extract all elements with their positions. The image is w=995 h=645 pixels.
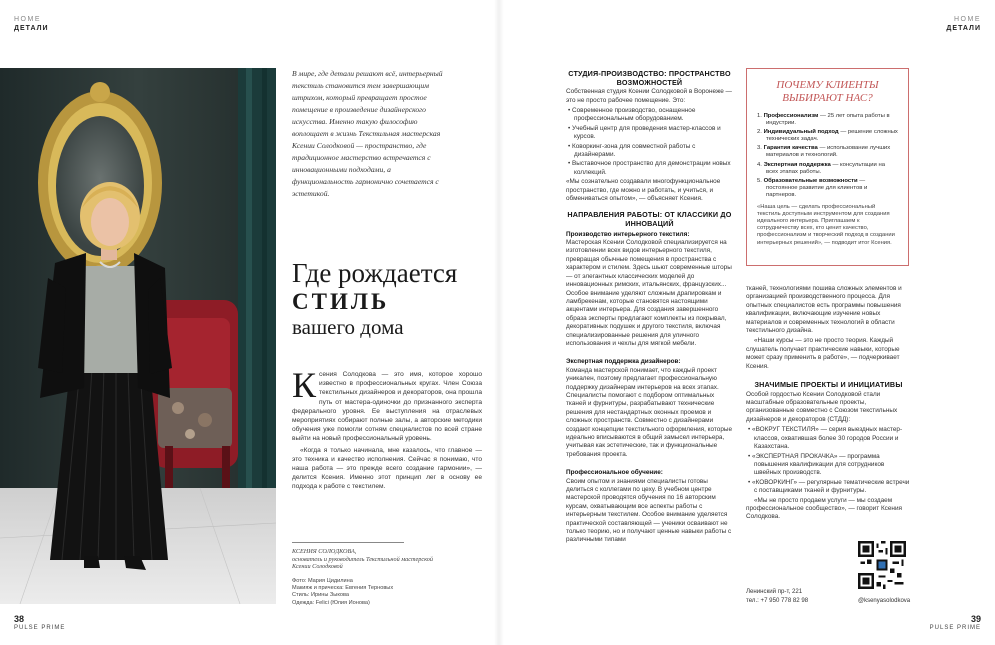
credit-line: Одежда: Felici (Юлия Ионова) bbox=[292, 599, 370, 606]
item-text: — решение сложных технических задач. bbox=[766, 129, 898, 143]
subheading-support: Экспертная поддержка дизайнеров: bbox=[566, 358, 681, 366]
right-running-head bbox=[946, 15, 981, 33]
contact-block bbox=[746, 588, 808, 605]
bullet-text: Коворкинг-зона для совместной работы с дизайнерами. bbox=[572, 142, 696, 159]
box-list-item bbox=[757, 178, 898, 199]
right-runner-rubric: ДЕТАЛИ bbox=[946, 25, 981, 32]
left-running-head bbox=[14, 15, 49, 33]
item-text: — постоянное развитие для клиентов и партнеров. bbox=[766, 177, 868, 198]
item-number: 5. bbox=[757, 177, 762, 184]
bullet-text: «КОВОРКИНГ» — регулярные тематические встречи с поставщиками тканей и фурнитуры. bbox=[752, 478, 910, 495]
box-list-item bbox=[757, 145, 898, 159]
qr-code-icon bbox=[858, 541, 906, 589]
item-number: 4. bbox=[757, 161, 762, 168]
caption-role: основатель и руководитель Текстильной мастерской Ксении Солодковой bbox=[292, 555, 433, 570]
box-title: ПОЧЕМУ КЛИЕНТЫ ВЫБИРАЮТ НАС? bbox=[776, 79, 879, 104]
caption-divider bbox=[292, 542, 404, 543]
item-bold: Образовательные возможности bbox=[763, 177, 858, 184]
column2-quote: «Наши курсы — это не просто теория. Каждый слушатель получает практические навыки, которые может сразу применить в работе», — подчеркивает Ксения. bbox=[746, 337, 900, 370]
education-paragraph: Своим опытом и знаниями специалисты готовы делиться с коллегами по цеху. В учебном центре мастерской проводятся обучения по 16 авторским курсам, охватывающим все аспекты работы с интерьерным текстилем. Особое внимание уделяется практической составляющей — ученики осваивают не только теорию, но и получают ценные навыки работы с различными типами bbox=[566, 477, 732, 544]
section-heading-directions: НАПРАВЛЕНИЯ РАБОТЫ: ОТ КЛАССИКИ ДО ИННОВАЦИЙ bbox=[567, 210, 732, 229]
bullet-text: Учебный центр для проведения мастер-классов и курсов. bbox=[572, 124, 721, 141]
photo-credits bbox=[292, 578, 442, 607]
credit-line: Фото: Мария Цидилина bbox=[292, 578, 353, 584]
item-text: — использование лучших материалов и технологий. bbox=[766, 145, 891, 159]
studio-paragraph: Собственная студия Ксении Солодковой в Воронеже — это не просто рабочее помещение. Это: bbox=[566, 88, 732, 104]
right-magazine-name: PULSE PRIME bbox=[929, 625, 981, 631]
social-handle-text: @ksenyasolodkova bbox=[858, 598, 911, 604]
portrait-photo bbox=[0, 68, 276, 604]
contact-address: Ленинский пр-т, 221 bbox=[746, 588, 803, 595]
left-runner-rubric: ДЕТАЛИ bbox=[14, 25, 49, 32]
studio-bullet: • Выставочное пространство для демонстрации новых коллекций. bbox=[568, 160, 731, 176]
column2-paragraph-1: тканей, технологиями пошива сложных элементов и организацией производственного процесса. Для опытных специалистов есть программы повышения квалификации, включающие изучение новых материалов и современных технологий в области текстильного дизайна. bbox=[746, 285, 902, 335]
box-list-item bbox=[757, 129, 898, 143]
box-list-item bbox=[757, 113, 898, 127]
left-body-text bbox=[292, 365, 482, 494]
credit-line: Стиль: Ирины Зыкова bbox=[292, 592, 349, 599]
article-title bbox=[292, 258, 482, 340]
left-runner-section: HOME bbox=[14, 16, 41, 23]
credit-line: Макияж и прическа: Евгения Терновых bbox=[292, 585, 394, 592]
projects-paragraph: Особой гордостью Ксении Солодковой стали масштабные образовательные проекты, организованные совместно с Союзом текстильных дизайнеров и декораторов (СТДД): bbox=[746, 390, 898, 423]
drop-cap: К bbox=[292, 365, 317, 405]
right-page-number: 39 bbox=[970, 614, 981, 624]
item-number: 2. bbox=[757, 129, 762, 136]
left-paragraph-2: «Когда я только начинала, мне казалось, что главное — это техника и качество исполнения. Сейчас я понимаю, что наша работа — это прежде всего создание гармонии», — делится Ксения. Именно этот принцип лег в основу ее подхода к работе с текстилем. bbox=[292, 446, 482, 491]
item-bold: Индивидуальный подход bbox=[763, 129, 839, 136]
production-paragraph: Мастерская Ксении Солодковой специализируется на изготовлении всех видов интерьерного текстиля, превращая обычные помещения в пространства с характером и стилем. Здесь шьют современные шторы — от элегантных классических моделей до инновационных римских, итальянских, французских... Особое внимание уделяют сложным драпировкам и ламбрекенам, которые становятся настоящими акцентами интерьера. Для создания завершенного образа эксперты предлагают комплекты из покрывал, декоративных подушек и другого текстиля, включая специализированные решения для уличного использования и чехлы для мягкой мебели. bbox=[566, 239, 732, 347]
section-heading-studio: СТУДИЯ-ПРОИЗВОДСТВО: ПРОСТРАНСТВО ВОЗМОЖНОСТЕЙ bbox=[568, 69, 731, 87]
subheading-education: Профессиональное обучение: bbox=[566, 469, 663, 477]
box-quote: «Наша цель — сделать профессиональный текстиль доступным инструментом для создания идеального интерьера. Приглашаем к сотрудничеству всех, кто ценит качество, профессионализм и творческий подход в создании интерьерных решений», — подводит итог Ксения. bbox=[757, 204, 895, 246]
caption-name: КСЕНИЯ СОЛОДКОВА, bbox=[292, 548, 357, 555]
studio-bullet: • Современное производство, оснащенное профессиональным оборудованием. bbox=[568, 107, 696, 123]
project-bullet: • «ЭКСПЕРТНАЯ ПРОКАЧКА» — программа повышения квалификации для сотрудников швейных производств. bbox=[748, 452, 885, 477]
bullet-text: Выставочное пространство для демонстрации новых коллекций. bbox=[572, 160, 731, 176]
projects-closing-quote: «Мы не просто продаем услуги — мы создаем профессиональное сообщество», — говорит Ксения Солодкова. bbox=[746, 496, 902, 521]
studio-quote: «Мы сознательно создавали многофункциональное пространство, где можно и работать, и учиться, и обмениваться опытом», — объясняет Ксения. bbox=[566, 178, 721, 203]
left-footer bbox=[14, 614, 65, 632]
title-line-1: Где рождается bbox=[292, 258, 458, 288]
project-bullet: • «КОВОРКИНГ» — регулярные тематические встречи с поставщиками тканей и фурнитуры. bbox=[748, 478, 910, 495]
intro-lead: В мире, где детали решают всё, интерьерный текстиль становится тем завершающим штрихом, который превращает простое помещение в произведение дизайнерского искусства. Именно такую философию воплощает в жизнь Текстильная мастерская Ксении Солодковой — пространство, где традиционное мастерство встречается с инновационными подходами, а функциональность гармонично сочетается с эстетикой. bbox=[292, 69, 443, 198]
right-footer bbox=[930, 614, 981, 632]
support-paragraph: Команда мастерской понимает, что каждый проект уникален, поэтому предлагает профессиональную поддержку дизайнерам интерьеров на всех этапах. Специалисты помогают с подбором оптимальных тканей и фурнитуры, разрабатывают технические решения для нестандартных оконных проемов и сложных пространств. Совместно с дизайнерами создают концепции текстильного оформления, которые идеально вписываются в общий замысел интерьера, учитывая как эстетические, так и функциональные требования проекта. bbox=[566, 366, 733, 458]
right-runner-section: HOME bbox=[954, 16, 981, 23]
item-bold: Гарантия качества bbox=[763, 145, 818, 152]
item-text: — 25 лет опыта работы в индустрии. bbox=[766, 113, 890, 127]
right-column-2 bbox=[746, 285, 911, 524]
bullet-text: «ЭКСПЕРТНАЯ ПРОКАЧКА» — программа повышения квалификации для сотрудников швейных производств. bbox=[752, 452, 885, 477]
studio-bullet: • Учебный центр для проведения мастер-классов и курсов. bbox=[568, 124, 721, 141]
section-heading-projects: ЗНАЧИМЫЕ ПРОЕКТЫ И ИНИЦИАТИВЫ bbox=[754, 380, 903, 390]
project-bullet: • «ВОКРУГ ТЕКСТИЛЯ» — серия выездных мастер-классов, охватившая более 30 городов России и Казахстана. bbox=[748, 426, 903, 451]
why-clients-box bbox=[746, 68, 909, 266]
left-magazine-name: PULSE PRIME bbox=[14, 625, 66, 631]
portrait-illustration bbox=[0, 68, 276, 604]
item-number: 1. bbox=[757, 113, 762, 119]
left-page-number: 38 bbox=[14, 614, 25, 624]
bullet-text: Современное производство, оснащенное профессиональным оборудованием. bbox=[572, 107, 696, 123]
photo-caption bbox=[292, 548, 442, 571]
bullet-text: «ВОКРУГ ТЕКСТИЛЯ» — серия выездных мастер-классов, охватившая более 30 городов России и Казахстана. bbox=[752, 426, 903, 451]
box-list bbox=[757, 113, 898, 199]
left-paragraph-1: сения Солодкова — это имя, которое хорошо известно в профессиональных кругах. Член Союза текстильных дизайнеров и декораторов, она прошла путь от мастера-одиночки до признанного эксперта федерального уровня. Ее выступления на отраслевых мероприятиях собирают полные залы, а авторские методики обучения уже помогли сотням специалистов по всей стране выйти на новый профессиональный уровень. bbox=[292, 371, 482, 443]
studio-bullet: • Коворкинг-зона для совместной работы с дизайнерами. bbox=[568, 142, 696, 159]
box-list-item bbox=[757, 162, 898, 176]
contact-phone[interactable]: тел.: +7 950 778 82 98 bbox=[746, 596, 809, 604]
title-line-2: СТИЛЬ bbox=[292, 289, 390, 315]
item-bold: Профессионализм bbox=[763, 113, 819, 119]
subheading-production: Производство интерьерного текстиля: bbox=[566, 230, 690, 238]
title-line-3: вашего дома bbox=[292, 315, 404, 340]
qr-code[interactable] bbox=[858, 541, 906, 589]
item-number: 3. bbox=[757, 145, 762, 152]
item-text: — консультации на всех этапах работы. bbox=[766, 161, 885, 175]
page-spine bbox=[494, 0, 504, 645]
right-column-1 bbox=[566, 70, 733, 547]
social-handle[interactable] bbox=[858, 598, 910, 604]
item-bold: Экспертная поддержка bbox=[763, 161, 831, 168]
